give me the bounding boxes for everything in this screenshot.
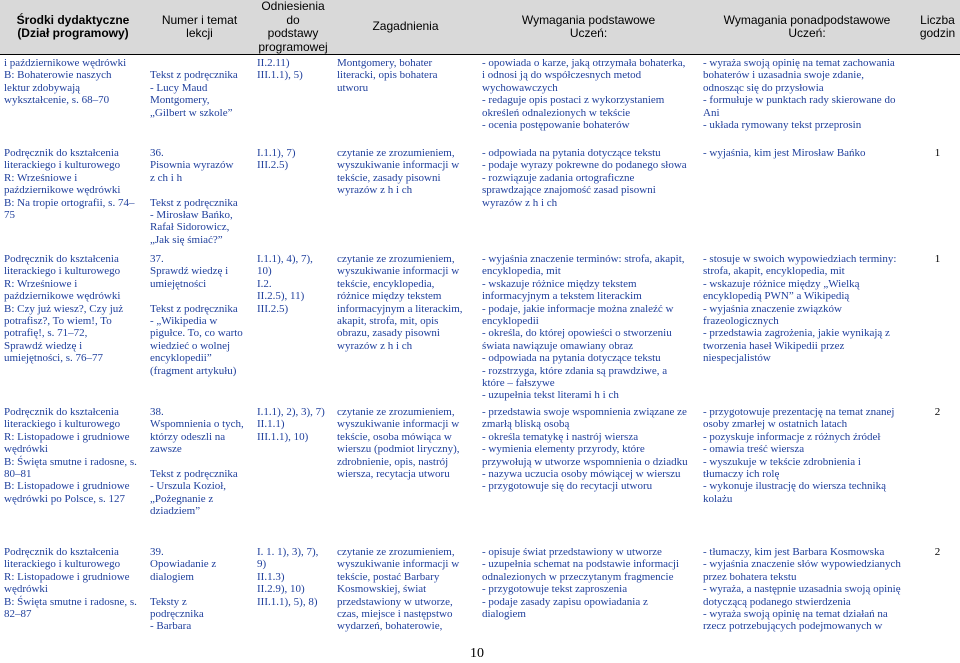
cell-line: - wyraża swoją opinię na temat zachowania [703,57,895,69]
cell-line: wyszukiwanie informacji w [337,265,460,278]
table-body [0,55,960,657]
cell-line: dziadziem” [150,505,201,518]
cell-line: - odpowiada na pytania dotyczące tekstu [482,147,661,159]
header-line: Wymagania podstawowe [521,12,656,27]
cell-line: bohaterów i uzasadnia swoje zdanie, [703,69,864,82]
cell-line: - podaje, jakie informacje można znaleźć w [482,302,674,315]
header-sources [0,0,146,55]
cell-hours [915,55,960,146]
cell-sources [0,251,146,404]
cell-line: I.1.1), 2), 3), 7) [257,406,325,418]
cell-line: - wyszukuje w tekście zdrobnienia i [703,455,861,468]
cell-lesson [146,404,253,544]
cell-line: umiejętności, s. 76–77 [4,352,103,365]
header-line: (Dział programowy) [17,26,129,40]
header-line: programowej [258,39,328,54]
header-line: godzin [919,26,956,40]
cell-line: dialogiem [150,570,194,583]
header-line: lekcji [186,26,213,40]
cell-line: wychowawczych [482,81,558,94]
cell-advanced [699,145,915,251]
cell-line: - podaje wyrazy pokrewne do podanego słowa [482,159,687,172]
hours-value: 1 [934,253,941,265]
header-line: podstawy [267,26,319,40]
header-refs [253,0,333,55]
cell-line: odnosząc się do przysłowia [703,81,824,94]
cell-line: „Pożegnanie z [150,492,214,505]
cell-line: zmarłą bliską osobą [482,418,570,431]
cell-line: tłumaczy ich rolę [703,468,780,481]
cell-line: które – fałszywe [482,377,555,390]
cell-refs [253,55,333,146]
cell-lesson [146,251,253,404]
cell-hours [915,145,960,251]
header-basic [478,0,699,55]
cell-line: zawsze [150,443,182,456]
header-line: Wymagania ponadpodstawowe [723,12,891,27]
cell-sources [0,145,146,251]
cell-line: rzecz potrzebujących podejmowanych w [703,620,883,633]
cell-line: wyszukiwanie informacji w [337,418,460,431]
cell-line: niespecjalistów [703,352,771,365]
cell-line: - przedstawia swoje wspomnienia związane ze [482,406,687,418]
cell-advanced [699,251,915,404]
cell-basic [478,145,699,251]
cell-line: którzy odeszli na [150,430,226,443]
cell-line: październikowe wędrówki [4,290,121,303]
cell-line: - rozwiązuje zadania ortograficzne [482,171,635,184]
cell-line: B: Listopadowe i grudniowe [4,480,130,493]
table-row [0,145,960,251]
cell-line [150,290,249,302]
cell-line: - ocenia postępowanie bohaterów [482,119,630,132]
cell-line: wyrazów z h i ch [337,339,413,352]
cell-line: wyrazów z h i ch [482,196,558,209]
cell-line: odnalezionych w przeczytanym fragmencie [482,570,674,583]
cell-line: i październikowe wędrówki [4,57,127,69]
cell-line: II.1.3) [257,570,285,583]
cell-line: pigułce. To, co warto [150,327,243,340]
cell-line: informacyjnym a tekstem literackim [482,290,642,303]
cell-topics [333,404,478,544]
cell-line [150,57,249,69]
cell-line: wykształcenie, s. 68–70 [4,94,110,107]
cell-hours [915,404,960,544]
cell-line: literackiego i kulturowego [4,418,121,431]
cell-line: wydarzeń, bohaterowie, [337,620,443,633]
cell-line: - układa rymowany tekst przeprosin [703,119,862,132]
cell-line: Teksty z [150,595,187,608]
cell-line: tworzenia haseł Wikipedii przez [703,339,845,352]
cell-line: wierszu (podmiot liryczny), [337,443,460,456]
cell-line: - wskazuje różnice między „Wielką [703,277,860,290]
cell-line [150,456,249,468]
cell-line: R: Wrześniowe i [4,277,78,290]
cell-line: - uzupełnia schemat na podstawie informacji [482,558,680,571]
cell-line: B: Na tropie ortografii, s. 74– [4,196,135,209]
cell-line: - wymienia elementy przyrody, które [482,443,645,456]
cell-line: wyszukiwanie informacji w [337,159,460,172]
cell-line: encyklopedii” [150,352,212,365]
cell-line: literackiego i kulturowego [4,159,121,172]
cell-advanced [699,55,915,146]
header-hours [915,0,960,55]
cell-line: - przygotowuje prezentację na temat znanej [703,406,895,418]
cell-line: wiedzieć o wolnej [150,339,231,352]
header-line: Uczeń: [569,26,608,40]
cell-line: kolażu [703,492,733,505]
cell-line: - Urszula Kozioł, [150,480,227,493]
hours-value: 1 [934,147,941,159]
cell-line: akapit, strofa, mit, opis [337,315,439,328]
cell-line: - odpowiada na pytania dotyczące tekstu [482,352,661,365]
cell-line: literackiego i kulturowego [4,265,121,278]
cell-line: osoby zmarłej w ostatnich latach [703,418,848,431]
cell-line: sprawdzające znajomość zasad pisowni [482,184,656,197]
cell-line: - podaje zasady zapisu opowiadania z [482,595,648,608]
cell-line: - określa, do której opowieści o stworzeniu [482,327,672,340]
cell-line: - przygotowuje tekst zaproszenia [482,583,628,596]
cell-line: wędrówki [4,583,48,596]
cell-refs [253,544,333,656]
header-line: Uczeń: [788,26,826,40]
cell-line: R: Listopadowe i grudniowe [4,570,130,583]
cell-line: czytanie ze zrozumieniem, [337,147,455,159]
cell-line: - przygotowuje się do recytacji utworu [482,480,653,493]
cell-line: Kosmowskiej, świat [337,583,427,596]
cell-line: Ani [703,106,720,119]
cell-refs [253,251,333,404]
cell-line: (fragment artykułu) [150,364,237,377]
cell-line: Pisownia wyrazów [150,159,234,172]
cell-line: - Mirosław Bańko, [150,209,233,222]
cell-hours [915,251,960,404]
cell-line: 39. [150,546,164,558]
cell-line: lektur zdobywają [4,81,81,94]
cell-line: Montgomery, bohater [337,57,433,69]
cell-line: - tłumaczy, kim jest Barbara Kosmowska [703,546,885,558]
cell-line: - wykonuje ilustrację do wiersza techniką [703,480,886,493]
cell-line: podręcznika [150,608,204,621]
cell-line: - Barbara [150,620,192,633]
cell-line: III.1.1), 10) [257,430,309,443]
cell-line: I. 1. 1), 3), 7), [257,546,319,558]
cell-line: Podręcznik do kształcenia [4,147,119,159]
cell-line: wyrazów z h i ch [337,184,413,197]
cell-line: strofa, akapit, encyklopedia, mit [703,265,845,278]
cell-line: Podręcznik do kształcenia [4,546,119,558]
cell-line: 75 [4,209,15,222]
hours-value: 2 [934,406,941,418]
cell-line: - wskazuje różnice między tekstem [482,277,637,290]
cell-line: wędrówki [4,443,48,456]
cell-lesson [146,145,253,251]
header-line: Zagadnienia [372,19,439,34]
cell-sources [0,404,146,544]
cell-line: 80–81 [4,468,32,481]
cell-line: określeń odnalezionych w tekście [482,106,631,119]
cell-lesson [146,544,253,656]
cell-line: Rafał Sidorowicz, [150,221,230,234]
cell-line: tekście, encyklopedia, [337,277,435,290]
cell-line: - przedstawia zagrożenia, jakie wynikają z [703,327,890,340]
cell-line: różnice między tekstem [337,290,442,303]
cell-advanced [699,544,915,656]
cell-advanced [699,404,915,544]
cell-line: - wyjaśnia znaczenie słów wypowiedzianych [703,558,901,571]
cell-sources [0,544,146,656]
cell-line: czytanie ze zrozumieniem, [337,546,455,558]
header-lesson [146,0,253,55]
cell-lesson [146,55,253,146]
cell-line: - uzupełnia tekst literami h i ch [482,389,619,402]
cell-line: Tekst z podręcznika [150,69,238,82]
cell-line: czas, miejsce i następstwo [337,608,453,621]
header-line: Liczba [920,12,955,27]
cell-line: - określa tematykę i nastrój wiersza [482,430,639,443]
table-row [0,251,960,404]
cell-line: - opowiada o karze, jaką otrzymała bohaterka, [482,57,686,69]
cell-line: Tekst z podręcznika [150,468,238,481]
cell-line: 10) [257,265,272,278]
cell-line: umiejętności [150,277,207,290]
cell-line: „Jak się śmiać?” [150,233,223,246]
cell-hours [915,544,960,656]
cell-line: B: Święta smutne i radosne, s. [4,455,137,468]
cell-line: 82–87 [4,608,32,621]
cell-line: R: Wrześniowe i [4,171,78,184]
cell-line: III.1.1), 5), 8) [257,595,318,608]
cell-line: tekście, zasady pisowni [337,171,441,184]
cell-line: zdrobnienie, opis, nastrój [337,455,449,468]
cell-basic [478,404,699,544]
cell-topics [333,145,478,251]
cell-line: R: Listopadowe i grudniowe [4,430,130,443]
cell-line: II.2.5), 11) [257,290,305,303]
cell-line: III.2.5) [257,159,289,172]
cell-line: I.1.1), 7) [257,147,296,159]
cell-topics [333,55,478,146]
cell-line: - rozstrzyga, które zdania są prawdziwe, a [482,364,668,377]
cell-line: - wyraża, a następnie uzasadnia swoją opinię [703,583,901,596]
page-number: 10 [470,646,484,661]
cell-sources [0,55,146,146]
cell-line: II.2.9), 10) [257,583,305,596]
cell-line: II.2.11) [257,57,290,69]
cell-line: tekście, osoba mówiąca w [337,430,452,443]
cell-line: utworu [337,81,369,94]
cell-line: - formułuje w punktach rady skierowane do [703,94,896,107]
cell-line: III.1.1), 5) [257,69,303,82]
cell-line: literackiego i kulturowego [4,558,121,571]
cell-line: 9) [257,558,267,571]
cell-line: czytanie ze zrozumieniem, [337,253,455,265]
table-row [0,55,960,146]
cell-line: - wyjaśnia, kim jest Mirosław Bańko [703,147,866,159]
cell-line: i odnosi ją do współczesnych metod [482,69,642,82]
cell-line: - Lucy Maud [150,81,208,94]
cell-line [150,583,249,595]
cell-line: B: Bohaterowie naszych [4,69,112,82]
cell-line: Wspomnienia o tych, [150,418,244,431]
cell-line: - nazywa uczucia osoby mówiącej w wierszu [482,468,681,481]
cell-line: Tekst z podręcznika [150,302,238,315]
cell-line: informacyjnym a literackim, [337,302,463,315]
cell-basic [478,251,699,404]
header-topics [333,0,478,55]
table-row [0,404,960,544]
cell-line: I.2. [257,277,272,290]
cell-line: dialogiem [482,608,526,621]
cell-line: Tekst z podręcznika [150,196,238,209]
cell-line: przez bohatera tekstu [703,570,797,583]
cell-line: Podręcznik do kształcenia [4,253,119,265]
cell-line: literacki, opis bohatera [337,69,438,82]
cell-line: z ch i h [150,171,183,184]
cell-line: Podręcznik do kształcenia [4,406,119,418]
cell-line: czytanie ze zrozumieniem, [337,406,455,418]
cell-line: „Gilbert w szkole” [150,106,233,119]
cell-basic [478,55,699,146]
cell-line: potrafię!, s. 71–72, [4,327,88,340]
cell-line: - „Wikipedia w [150,315,218,328]
cell-line: wiersza, recytacja utworu [337,468,450,481]
header-advanced [699,0,915,55]
cell-line: - stosuje w swoich wypowiedziach terminy: [703,253,897,265]
cell-line: - opisuje świat przedstawiony w utworze [482,546,662,558]
cell-line: wędrówki po Polsce, s. 127 [4,492,125,505]
cell-line: wyszukiwanie informacji w [337,558,460,571]
hours-value: 2 [934,546,941,558]
cell-line: - wyraża swoją opinię na temat działań na [703,608,888,621]
cell-line: Montgomery, [150,94,210,107]
cell-line: - wyjaśnia znaczenie związków [703,302,842,315]
header-line: Numer i temat [161,12,238,27]
cell-line: dotyczącą podanego stwierdzenia [703,595,851,608]
cell-line [150,184,249,196]
cell-line: - omawia treść wiersza [703,443,805,456]
cell-line: przywołują w utworze wspomnienia o dziadku [482,455,688,468]
cell-line: 38. [150,406,164,418]
cell-line: III.2.5) [257,302,289,315]
cell-line: tekście, postać Barbary [337,570,440,583]
header-line: Odniesienia do [261,0,329,27]
cell-line: 37. [150,253,164,265]
cell-line: - redaguje opis postaci z wykorzystaniem [482,94,665,107]
cell-refs [253,404,333,544]
cell-line: B: Czy już wiesz?, Czy już [4,302,124,315]
cell-line: obrazu, zasady pisowni [337,327,440,340]
table-row [0,544,960,656]
cell-line: - wyjaśnia znaczenie terminów: strofa, akapit, [482,253,685,265]
cell-line: - pozyskuje informacje z różnych źródeł [703,430,881,443]
header-line: Środki dydaktyczne [16,12,130,27]
cell-line: I.1.1), 4), 7), [257,253,313,265]
cell-line: II.1.1) [257,418,285,431]
cell-line: październikowe wędrówki [4,184,121,197]
cell-line: 36. [150,147,164,159]
cell-line: przedstawiony w utworze, [337,595,453,608]
cell-line: Opowiadanie z [150,558,217,571]
cell-line: Sprawdź wiedzę i [150,265,229,278]
cell-topics [333,251,478,404]
cell-line: potrafisz?, To wiem!, To [4,315,112,328]
cell-line: encyklopedią PWN” a Wikipedią [703,290,850,303]
cell-line: Sprawdź wiedzę i [4,339,83,352]
cell-line: encyklopedii [482,315,539,328]
cell-line: frazeologicznych [703,315,779,328]
cell-basic [478,544,699,656]
cell-line: B: Święta smutne i radosne, s. [4,595,137,608]
cell-refs [253,145,333,251]
cell-line: świata nawiązuje omawiany obraz [482,339,634,352]
header-row [0,0,960,55]
cell-topics [333,544,478,656]
cell-line: encyklopedia, mit [482,265,561,278]
